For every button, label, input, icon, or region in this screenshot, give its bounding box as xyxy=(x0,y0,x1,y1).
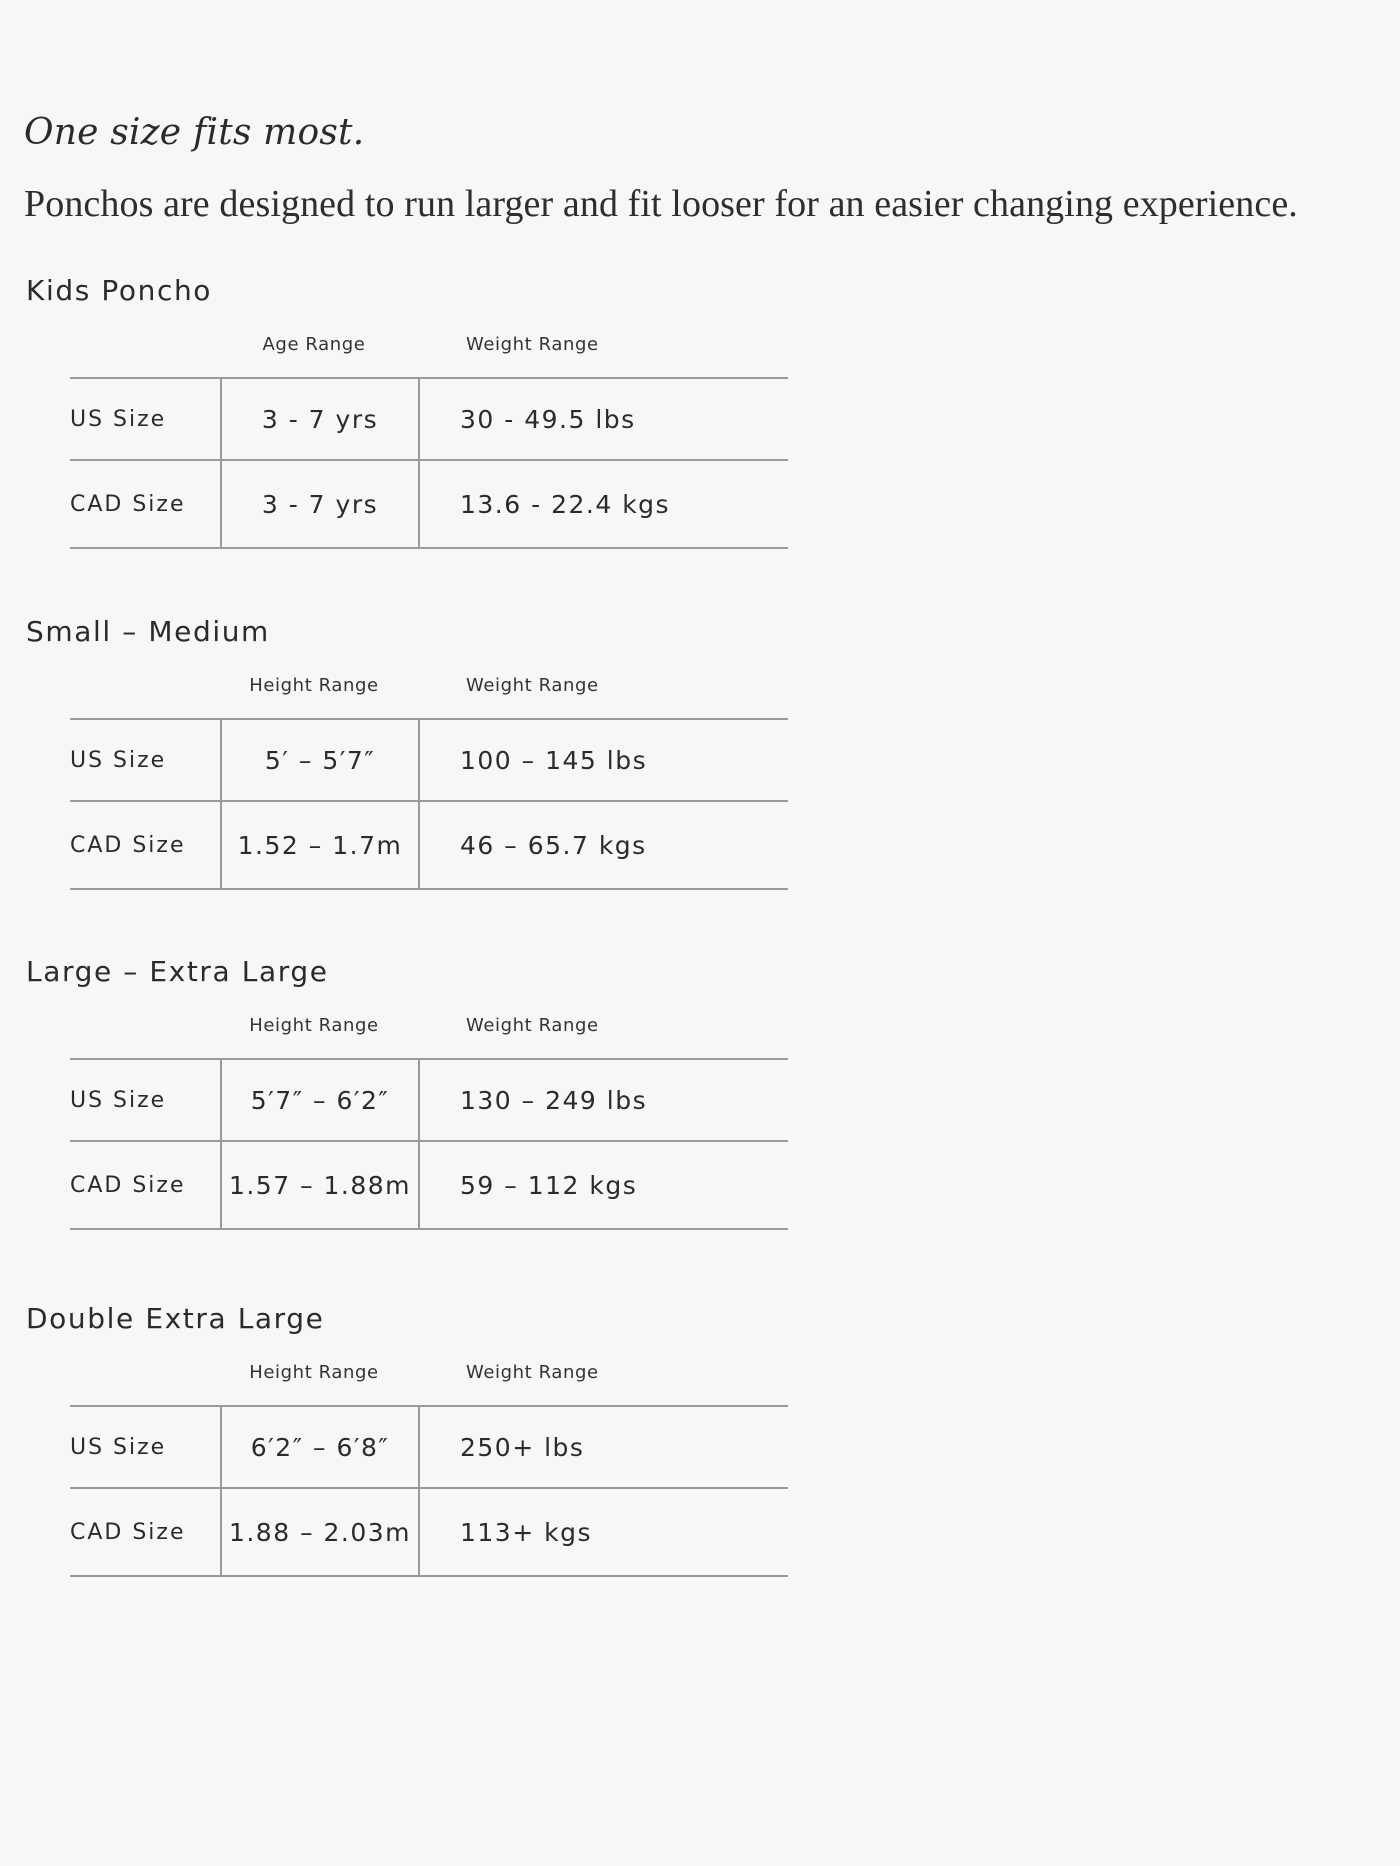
column-header-height-range: Height Range xyxy=(249,675,379,696)
range-cell: 5′ – 5′7″ xyxy=(221,719,419,801)
size-table xyxy=(70,718,788,890)
section-title: Double Extra Large xyxy=(26,1302,325,1335)
column-header-weight-range: Weight Range xyxy=(466,334,599,355)
range-cell: 3 - 7 yrs xyxy=(221,460,419,548)
range-cell: 1.88 – 2.03m xyxy=(221,1488,419,1576)
range-cell: 3 - 7 yrs xyxy=(221,378,419,460)
table-row xyxy=(70,378,788,460)
column-header-weight-range: Weight Range xyxy=(466,1015,599,1036)
size-table xyxy=(70,1058,788,1230)
size-table xyxy=(70,377,788,549)
table-row xyxy=(70,1488,788,1576)
weight-cell: 46 – 65.7 kgs xyxy=(419,801,788,889)
table-row xyxy=(70,801,788,889)
section-title: Kids Poncho xyxy=(26,274,213,307)
tagline: One size fits most. xyxy=(24,112,365,153)
weight-cell: 250+ lbs xyxy=(419,1406,788,1488)
size-table xyxy=(70,1405,788,1577)
column-header-height-range: Height Range xyxy=(249,1362,379,1383)
row-label: CAD Size xyxy=(70,1488,221,1576)
weight-cell: 130 – 249 lbs xyxy=(419,1059,788,1141)
row-label: US Size xyxy=(70,1059,221,1141)
row-label: CAD Size xyxy=(70,801,221,889)
column-header-weight-range: Weight Range xyxy=(466,1362,599,1383)
range-cell: 1.52 – 1.7m xyxy=(221,801,419,889)
row-label: CAD Size xyxy=(70,1141,221,1229)
column-header-age-range: Age Range xyxy=(262,334,366,355)
range-cell: 6′2″ – 6′8″ xyxy=(221,1406,419,1488)
weight-cell: 30 - 49.5 lbs xyxy=(419,378,788,460)
section-title: Large – Extra Large xyxy=(26,955,329,988)
table-row xyxy=(70,1406,788,1488)
weight-cell: 59 – 112 kgs xyxy=(419,1141,788,1229)
table-row xyxy=(70,460,788,548)
weight-cell: 13.6 - 22.4 kgs xyxy=(419,460,788,548)
weight-cell: 113+ kgs xyxy=(419,1488,788,1576)
range-cell: 1.57 – 1.88m xyxy=(221,1141,419,1229)
row-label: US Size xyxy=(70,378,221,460)
table-row xyxy=(70,1059,788,1141)
range-cell: 5′7″ – 6′2″ xyxy=(221,1059,419,1141)
row-label: US Size xyxy=(70,1406,221,1488)
column-header-weight-range: Weight Range xyxy=(466,675,599,696)
row-label: US Size xyxy=(70,719,221,801)
section-title: Small – Medium xyxy=(26,615,270,648)
table-row xyxy=(70,719,788,801)
weight-cell: 100 – 145 lbs xyxy=(419,719,788,801)
column-header-height-range: Height Range xyxy=(249,1015,379,1036)
intro-text: Ponchos are designed to run larger and fit looser for an easier changing experience. xyxy=(24,183,1298,225)
table-row xyxy=(70,1141,788,1229)
row-label: CAD Size xyxy=(70,460,221,548)
